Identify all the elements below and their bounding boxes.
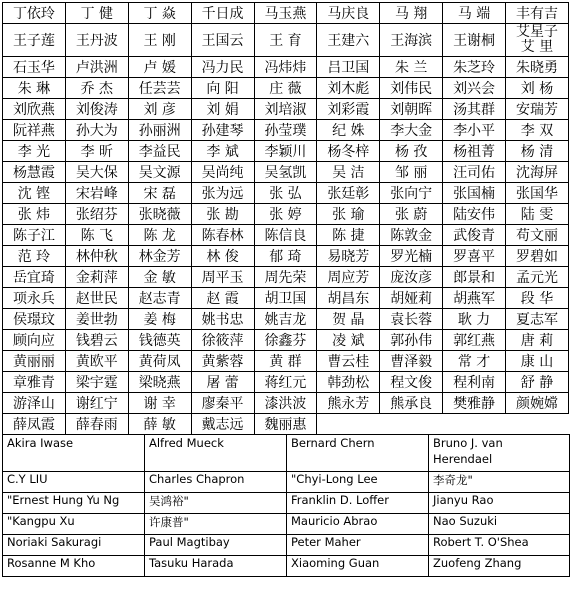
chinese-name-cell: 李 光: [3, 141, 66, 162]
chinese-name-cell: 侯璟玟: [3, 309, 66, 330]
chinese-name-cell: 李 昕: [65, 141, 128, 162]
chinese-name-cell: 薛春雨: [65, 414, 128, 435]
chinese-name-cell: 朱晓勇: [506, 57, 569, 78]
chinese-name-cell: 杨 孜: [380, 141, 443, 162]
chinese-names-row: [3, 351, 569, 372]
english-name-cell: "Chyi-Long Lee: [287, 472, 429, 493]
chinese-name-cell: 章雅青: [3, 372, 66, 393]
chinese-name-cell: 王海滨: [380, 24, 443, 57]
chinese-name-cell: 王 刚: [128, 24, 191, 57]
chinese-name-cell: 张国楠: [443, 183, 506, 204]
chinese-name-cell: 陆 雯: [506, 204, 569, 225]
chinese-name-cell: 蒋红元: [254, 372, 317, 393]
chinese-name-cell: 周应芳: [317, 267, 380, 288]
chinese-name-cell: 向 阳: [191, 78, 254, 99]
chinese-name-cell: 陆安伟: [443, 204, 506, 225]
chinese-names-row: [3, 372, 569, 393]
chinese-name-cell: 张 弘: [254, 183, 317, 204]
chinese-name-cell: 凌 斌: [317, 330, 380, 351]
english-name-cell: Zuofeng Zhang: [429, 556, 570, 577]
chinese-name-cell: 易晓芳: [317, 246, 380, 267]
chinese-name-cell: 黄欧平: [65, 351, 128, 372]
english-name-cell: Bernard Chern: [287, 435, 429, 472]
english-names-row: [3, 514, 570, 535]
chinese-name-cell: 袁长蓉: [380, 309, 443, 330]
chinese-name-cell: 陈子江: [3, 225, 66, 246]
chinese-name-cell: 樊雅静: [443, 393, 506, 414]
chinese-name-cell: 姜世勃: [65, 309, 128, 330]
chinese-name-cell: 戴志远: [191, 414, 254, 435]
chinese-names-row: [3, 267, 569, 288]
chinese-name-cell: 乔 杰: [65, 78, 128, 99]
english-name-cell: Rosanne M Kho: [3, 556, 145, 577]
chinese-name-cell: 王谢桐: [443, 24, 506, 57]
chinese-name-cell: 丁 焱: [128, 3, 191, 24]
chinese-names-row: [3, 204, 569, 225]
chinese-names-row: [3, 57, 569, 78]
chinese-name-cell: 张 炜: [3, 204, 66, 225]
chinese-name-cell: 罗光楠: [380, 246, 443, 267]
chinese-name-cell: 赵世民: [65, 288, 128, 309]
chinese-name-cell: 李大金: [380, 120, 443, 141]
english-name-cell: C.Y LIU: [3, 472, 145, 493]
chinese-name-cell: 舒 静: [506, 372, 569, 393]
chinese-name-cell: 吴氢凯: [254, 162, 317, 183]
chinese-name-cell: 张廷彰: [317, 183, 380, 204]
chinese-names-row: [3, 288, 569, 309]
chinese-name-cell: 陈信良: [254, 225, 317, 246]
chinese-name-cell: 丁 健: [65, 3, 128, 24]
chinese-name-cell: 黄紫蓉: [191, 351, 254, 372]
chinese-name-cell: 廖秦平: [191, 393, 254, 414]
english-name-cell: Tasuku Harada: [145, 556, 287, 577]
chinese-name-cell: 康 山: [506, 351, 569, 372]
chinese-name-cell: 段 华: [506, 288, 569, 309]
english-name-cell: "Ernest Hung Yu Ng: [3, 493, 145, 514]
chinese-name-cell: 苟文丽: [506, 225, 569, 246]
chinese-name-cell: 胡娅莉: [380, 288, 443, 309]
chinese-name-cell: 钱德英: [128, 330, 191, 351]
chinese-name-cell: 张为远: [191, 183, 254, 204]
chinese-name-cell: 林金芳: [128, 246, 191, 267]
chinese-names-row: [3, 78, 569, 99]
chinese-name-cell: 姜 梅: [128, 309, 191, 330]
chinese-name-cell: 梁宇霆: [65, 372, 128, 393]
chinese-name-cell: 熊承良: [380, 393, 443, 414]
chinese-name-cell: 千日成: [191, 3, 254, 24]
chinese-name-cell: [506, 414, 569, 435]
chinese-name-cell: 胡燕军: [443, 288, 506, 309]
english-names-row: [3, 472, 570, 493]
chinese-name-cell: 汤其群: [443, 99, 506, 120]
chinese-name-cell: [443, 414, 506, 435]
chinese-name-cell: 庞汝彦: [380, 267, 443, 288]
chinese-name-cell: 刘 杨: [506, 78, 569, 99]
chinese-names-table: [2, 2, 569, 435]
chinese-names-row: [3, 24, 569, 57]
chinese-name-cell: 贺 晶: [317, 309, 380, 330]
chinese-name-cell: 张 婷: [254, 204, 317, 225]
chinese-name-cell: 李颖川: [254, 141, 317, 162]
chinese-name-cell: 刘 娟: [191, 99, 254, 120]
chinese-name-cell: 丰有吉: [506, 3, 569, 24]
chinese-name-cell: 郭红燕: [443, 330, 506, 351]
chinese-name-cell: 郁 琦: [254, 246, 317, 267]
chinese-name-cell: 沈海屏: [506, 162, 569, 183]
chinese-name-cell: 岳宜琦: [3, 267, 66, 288]
chinese-name-cell: 陈敦金: [380, 225, 443, 246]
english-name-cell: Bruno J. van Herendael: [429, 435, 570, 472]
english-names-table: [2, 434, 570, 577]
chinese-name-cell: 庄 薇: [254, 78, 317, 99]
english-name-cell: Peter Maher: [287, 535, 429, 556]
chinese-name-cell: 张晓薇: [128, 204, 191, 225]
chinese-name-cell: 王建六: [317, 24, 380, 57]
chinese-name-cell: 项永兵: [3, 288, 66, 309]
english-name-cell: 吴鸿裕": [145, 493, 287, 514]
name-list: [2, 2, 569, 577]
chinese-name-cell: 范 玲: [3, 246, 66, 267]
chinese-name-cell: 耿 力: [443, 309, 506, 330]
chinese-name-cell: 刘朝晖: [380, 99, 443, 120]
chinese-name-cell: 魏丽惠: [254, 414, 317, 435]
chinese-name-cell: 孙大为: [65, 120, 128, 141]
chinese-name-cell: 陈 龙: [128, 225, 191, 246]
english-name-cell: Paul Magtibay: [145, 535, 287, 556]
chinese-names-row: [3, 141, 569, 162]
english-name-cell: Mauricio Abrao: [287, 514, 429, 535]
english-name-cell: Xiaoming Guan: [287, 556, 429, 577]
chinese-name-cell: 谢 幸: [128, 393, 191, 414]
chinese-name-cell: 邹 丽: [380, 162, 443, 183]
chinese-name-cell: 卢洪洲: [65, 57, 128, 78]
chinese-name-cell: 冯力民: [191, 57, 254, 78]
chinese-name-cell: 罗喜平: [443, 246, 506, 267]
english-names-row: [3, 435, 570, 472]
chinese-name-cell: 刘俊涛: [65, 99, 128, 120]
chinese-name-cell: 刘兴会: [443, 78, 506, 99]
chinese-name-cell: [380, 414, 443, 435]
chinese-name-cell: 赵 霞: [191, 288, 254, 309]
chinese-name-cell: 冯炜炜: [254, 57, 317, 78]
chinese-name-cell: 孙建琴: [191, 120, 254, 141]
chinese-name-cell: 熊永芳: [317, 393, 380, 414]
chinese-name-cell: 金莉萍: [65, 267, 128, 288]
chinese-name-cell: 唐 莉: [506, 330, 569, 351]
chinese-name-cell: 刘彩霞: [317, 99, 380, 120]
chinese-name-cell: 吴尚纯: [191, 162, 254, 183]
chinese-name-cell: 纪 姝: [317, 120, 380, 141]
chinese-name-cell: 吴大保: [65, 162, 128, 183]
english-names-row: [3, 493, 570, 514]
chinese-name-cell: 张 勘: [191, 204, 254, 225]
chinese-name-cell: 李小平: [443, 120, 506, 141]
chinese-name-cell: 卢 媛: [128, 57, 191, 78]
chinese-name-cell: 林仲秋: [65, 246, 128, 267]
chinese-name-cell: 王国云: [191, 24, 254, 57]
english-name-cell: Noriaki Sakuragi: [3, 535, 145, 556]
chinese-name-cell: [317, 414, 380, 435]
chinese-name-cell: 谢红宁: [65, 393, 128, 414]
chinese-name-cell: 丁依玲: [3, 3, 66, 24]
english-name-cell: 许康普": [145, 514, 287, 535]
chinese-name-cell: 朱 琳: [3, 78, 66, 99]
chinese-name-cell: 姚书忠: [191, 309, 254, 330]
chinese-name-cell: 孟元光: [506, 267, 569, 288]
chinese-name-cell: 刘 彦: [128, 99, 191, 120]
chinese-name-cell: 刘伟民: [380, 78, 443, 99]
chinese-name-cell: 孙丽洲: [128, 120, 191, 141]
chinese-name-cell: 朱芝玲: [443, 57, 506, 78]
chinese-name-cell: 陈春林: [191, 225, 254, 246]
english-name-cell: Charles Chapron: [145, 472, 287, 493]
chinese-name-cell: 顾向应: [3, 330, 66, 351]
chinese-name-cell: 王丹波: [65, 24, 128, 57]
chinese-name-cell: 颜婉嫦: [506, 393, 569, 414]
chinese-name-cell: 李益民: [128, 141, 191, 162]
chinese-name-cell: 黄荷凤: [128, 351, 191, 372]
chinese-name-cell: 李 双: [506, 120, 569, 141]
english-name-cell: 李奇龙": [429, 472, 570, 493]
chinese-name-cell: 郭孙伟: [380, 330, 443, 351]
chinese-name-cell: 刘木彪: [317, 78, 380, 99]
chinese-name-cell: 薛凤霞: [3, 414, 66, 435]
chinese-name-cell: 陈 飞: [65, 225, 128, 246]
chinese-name-cell: 赵志青: [128, 288, 191, 309]
chinese-name-cell: 石玉华: [3, 57, 66, 78]
chinese-name-cell: 曹云桂: [317, 351, 380, 372]
chinese-name-cell: 王子莲: [3, 24, 66, 57]
english-name-cell: Alfred Mueck: [145, 435, 287, 472]
chinese-name-cell: 韩劲松: [317, 372, 380, 393]
chinese-name-cell: 王 育: [254, 24, 317, 57]
chinese-name-cell: 常 才: [443, 351, 506, 372]
chinese-names-row: [3, 330, 569, 351]
chinese-names-row: [3, 162, 569, 183]
chinese-names-row: [3, 414, 569, 435]
chinese-name-cell: 武俊青: [443, 225, 506, 246]
chinese-names-row: [3, 246, 569, 267]
chinese-names-row: [3, 309, 569, 330]
chinese-name-cell: 游泽山: [3, 393, 66, 414]
chinese-name-cell: 宋岩峰: [65, 183, 128, 204]
chinese-names-row: [3, 3, 569, 24]
chinese-names-row: [3, 393, 569, 414]
chinese-name-cell: 杨祖菁: [443, 141, 506, 162]
chinese-name-cell: 艾星子 艾 里: [506, 24, 569, 57]
chinese-name-cell: 黄 群: [254, 351, 317, 372]
chinese-name-cell: 任芸芸: [128, 78, 191, 99]
chinese-name-cell: 马玉燕: [254, 3, 317, 24]
chinese-name-cell: 屠 蕾: [191, 372, 254, 393]
chinese-name-cell: 杨冬梓: [317, 141, 380, 162]
chinese-name-cell: 曹泽毅: [380, 351, 443, 372]
chinese-name-cell: 胡卫国: [254, 288, 317, 309]
chinese-name-cell: 薛 敏: [128, 414, 191, 435]
chinese-name-cell: 朱 兰: [380, 57, 443, 78]
chinese-name-cell: 周平玉: [191, 267, 254, 288]
chinese-name-cell: 吕卫国: [317, 57, 380, 78]
chinese-name-cell: 张 瑜: [317, 204, 380, 225]
chinese-name-cell: 张 蔚: [380, 204, 443, 225]
chinese-name-cell: 杨慧霞: [3, 162, 66, 183]
chinese-name-cell: 李 斌: [191, 141, 254, 162]
chinese-name-cell: 徐鑫芬: [254, 330, 317, 351]
english-names-row: [3, 556, 570, 577]
english-name-cell: Nao Suzuki: [429, 514, 570, 535]
english-names-row: [3, 535, 570, 556]
chinese-name-cell: 周先荣: [254, 267, 317, 288]
chinese-name-cell: 梁晓燕: [128, 372, 191, 393]
english-name-cell: Franklin D. Loffer: [287, 493, 429, 514]
english-name-cell: "Kangpu Xu: [3, 514, 145, 535]
chinese-name-cell: 沈 铿: [3, 183, 66, 204]
chinese-name-cell: 林 俊: [191, 246, 254, 267]
chinese-name-cell: 安瑞芳: [506, 99, 569, 120]
chinese-name-cell: 张国华: [506, 183, 569, 204]
chinese-name-cell: 夏志军: [506, 309, 569, 330]
chinese-name-cell: 漆洪波: [254, 393, 317, 414]
chinese-names-row: [3, 183, 569, 204]
chinese-name-cell: 郎景和: [443, 267, 506, 288]
chinese-name-cell: 杨 清: [506, 141, 569, 162]
chinese-name-cell: 黄丽丽: [3, 351, 66, 372]
chinese-name-cell: 阮祥燕: [3, 120, 66, 141]
chinese-name-cell: 姚吉龙: [254, 309, 317, 330]
chinese-name-cell: 胡昌东: [317, 288, 380, 309]
chinese-name-cell: 刘欣燕: [3, 99, 66, 120]
english-name-cell: Akira Iwase: [3, 435, 145, 472]
chinese-name-cell: 马 翔: [380, 3, 443, 24]
chinese-name-cell: 刘培淑: [254, 99, 317, 120]
chinese-name-cell: 程利南: [443, 372, 506, 393]
english-name-cell: Robert T. O'Shea: [429, 535, 570, 556]
chinese-name-cell: 马庆良: [317, 3, 380, 24]
chinese-name-cell: 孙莹璞: [254, 120, 317, 141]
chinese-name-cell: 宋 磊: [128, 183, 191, 204]
chinese-name-cell: 马 端: [443, 3, 506, 24]
chinese-names-row: [3, 99, 569, 120]
chinese-name-cell: 吴文源: [128, 162, 191, 183]
chinese-name-cell: 徐筱萍: [191, 330, 254, 351]
chinese-name-cell: 罗碧如: [506, 246, 569, 267]
english-name-cell: Jianyu Rao: [429, 493, 570, 514]
chinese-name-cell: 程文俊: [380, 372, 443, 393]
chinese-name-cell: 钱碧云: [65, 330, 128, 351]
chinese-name-cell: 汪司佑: [443, 162, 506, 183]
chinese-name-cell: 吴 洁: [317, 162, 380, 183]
chinese-name-cell: 张向宁: [380, 183, 443, 204]
chinese-names-row: [3, 120, 569, 141]
chinese-name-cell: 金 敏: [128, 267, 191, 288]
chinese-names-row: [3, 225, 569, 246]
chinese-name-cell: 陈 捷: [317, 225, 380, 246]
chinese-name-cell: 张绍芬: [65, 204, 128, 225]
